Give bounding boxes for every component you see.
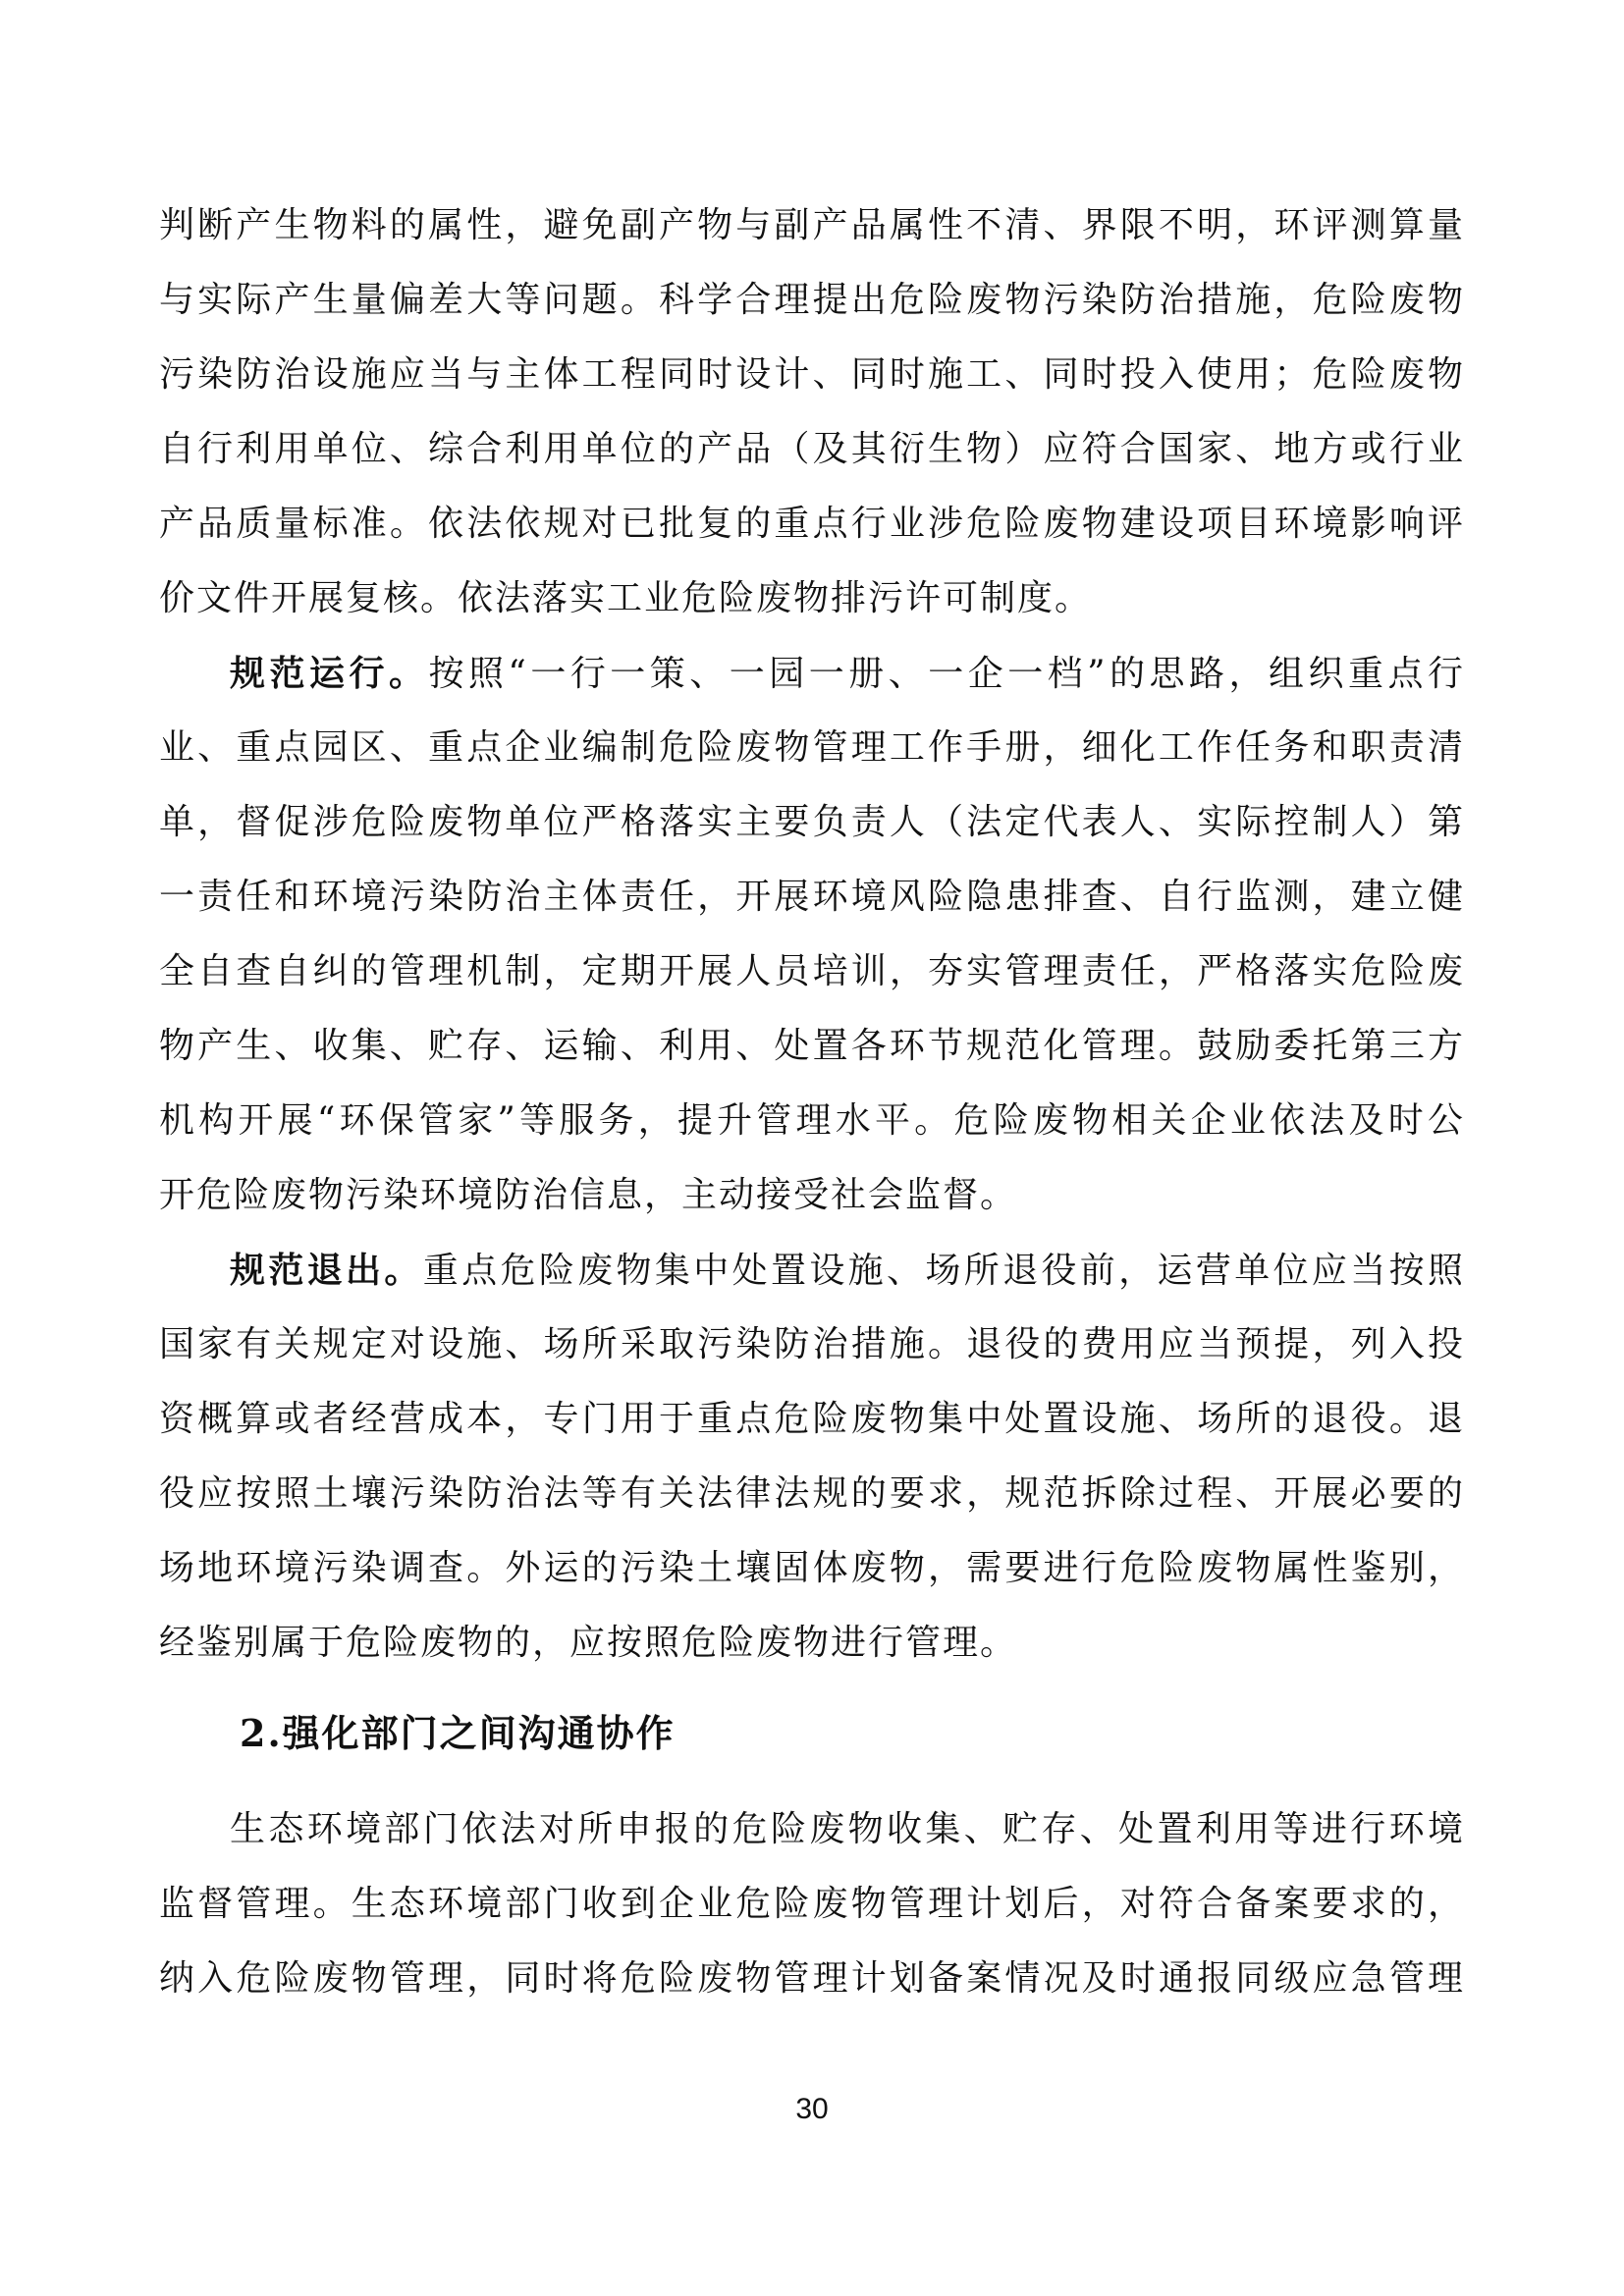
paragraph-3-line-1 <box>230 1233 1465 1308</box>
paragraph-2-line-6: 物产生、收集、贮存、运输、利用、处置各环节规范化管理。鼓励委托第三方 <box>159 1026 1465 1066</box>
section-heading: 2.强化部门之间沟通协作 <box>240 1711 676 1755</box>
paragraph-2-line-1-text: 按照“一行一策、一园一册、一企一档”的思路，组织重点行 <box>428 654 1465 694</box>
paragraph-1-line-6: 价文件开展复核。依法落实工业危险废物排污许可制度。 <box>159 578 1093 618</box>
paragraph-3-line-5: 场地环境污染调查。外运的污染土壤固体废物，需要进行危险废物属性鉴别， <box>159 1548 1465 1588</box>
paragraph-4-line-3: 纳入危险废物管理，同时将危险废物管理计划备案情况及时通报同级应急管理 <box>159 1958 1465 1999</box>
page-number: 30 <box>795 2093 829 2125</box>
paragraph-4-line-2: 监督管理。生态环境部门收到企业危险废物管理计划后，对符合备案要求的， <box>159 1884 1465 1924</box>
paragraph-3-line-6: 经鉴别属于危险废物的，应按照危险废物进行管理。 <box>159 1623 1018 1663</box>
paragraph-2-line-2: 业、重点园区、重点企业编制危险废物管理工作手册，细化工作任务和职责清 <box>159 727 1465 768</box>
paragraph-3-line-4: 役应按照土壤污染防治法等有关法律法规的要求，规范拆除过程、开展必要的 <box>159 1473 1465 1514</box>
paragraph-4-line-1: 生态环境部门依法对所申报的危险废物收集、贮存、处置利用等进行环境 <box>230 1809 1465 1849</box>
paragraph-2-lead: 规范运行。 <box>230 653 429 694</box>
paragraph-1-line-5: 产品质量标准。依法依规对已批复的重点行业涉危险废物建设项目环境影响评 <box>159 504 1465 544</box>
paragraph-2-line-4: 一责任和环境污染防治主体责任，开展环境风险隐患排查、自行监测，建立健 <box>159 877 1465 917</box>
paragraph-3-line-1-text: 重点危险废物集中处置设施、场所退役前，运营单位应当按照 <box>422 1251 1465 1291</box>
paragraph-2-line-5: 全自查自纠的管理机制，定期开展人员培训，夯实管理责任，严格落实危险废 <box>159 951 1465 991</box>
paragraph-3-line-3: 资概算或者经营成本，专门用于重点危险废物集中处置设施、场所的退役。退 <box>159 1399 1465 1439</box>
paragraph-3-lead: 规范退出。 <box>230 1250 423 1291</box>
paragraph-1-line-3: 污染防治设施应当与主体工程同时设计、同时施工、同时投入使用；危险废物 <box>159 354 1465 395</box>
paragraph-2-line-3: 单，督促涉危险废物单位严格落实主要负责人（法定代表人、实际控制人）第 <box>159 802 1465 842</box>
paragraph-1-line-4: 自行利用单位、综合利用单位的产品（及其衍生物）应符合国家、地方或行业 <box>159 429 1465 469</box>
paragraph-2-line-8: 开危险废物污染环境防治信息，主动接受社会监督。 <box>159 1175 1018 1215</box>
paragraph-2-line-7: 机构开展“环保管家”等服务，提升管理水平。危险废物相关企业依法及时公 <box>159 1100 1465 1141</box>
paragraph-2-line-1 <box>230 636 1465 711</box>
paragraph-3-line-2: 国家有关规定对设施、场所采取污染防治措施。退役的费用应当预提，列入投 <box>159 1324 1465 1364</box>
paragraph-1-line-2: 与实际产生量偏差大等问题。科学合理提出危险废物污染防治措施，危险废物 <box>159 280 1465 320</box>
paragraph-1-line-1: 判断产生物料的属性，避免副产物与副产品属性不清、界限不明，环评测算量 <box>159 205 1465 245</box>
